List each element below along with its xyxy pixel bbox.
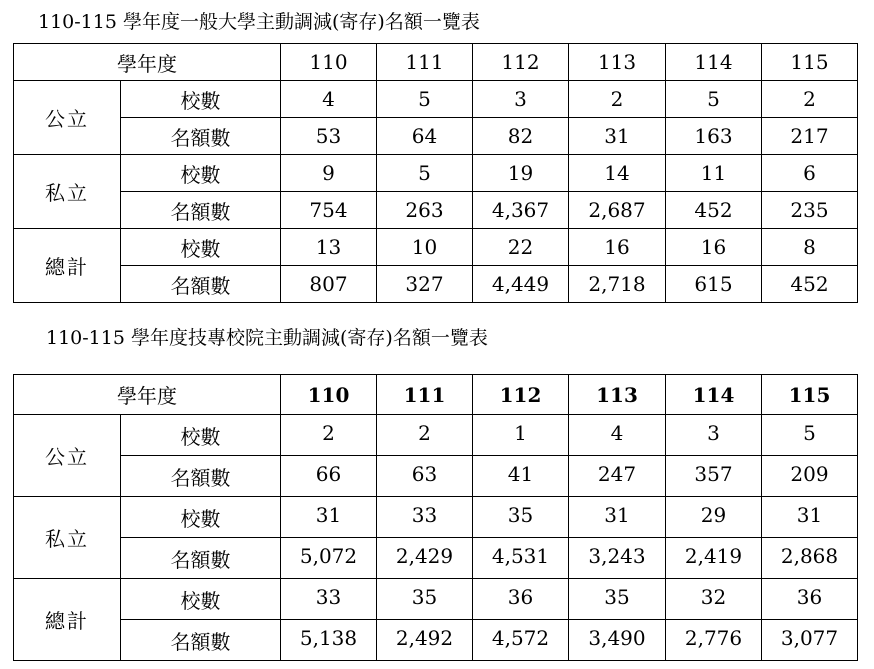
table-cell: 2 — [569, 81, 666, 118]
table-cell: 82 — [473, 118, 569, 155]
table-cell: 4,572 — [473, 620, 569, 661]
table-cell: 53 — [281, 118, 377, 155]
table-cell: 4,531 — [473, 538, 569, 579]
header-row — [14, 375, 858, 415]
quota-table-technical-colleges — [13, 374, 858, 661]
table-cell: 2 — [762, 81, 858, 118]
table-cell: 247 — [569, 456, 666, 497]
table-cell: 209 — [762, 456, 858, 497]
table-cell: 8 — [762, 229, 858, 266]
year-header: 114 — [666, 375, 762, 415]
table-cell: 263 — [377, 192, 473, 229]
table-cell: 1 — [473, 415, 569, 456]
table-cell: 3 — [666, 415, 762, 456]
group-label: 私立 — [14, 497, 121, 579]
table-cell: 163 — [666, 118, 762, 155]
table-cell: 5,138 — [281, 620, 377, 661]
table-cell: 615 — [666, 266, 762, 303]
table-cell: 2,419 — [666, 538, 762, 579]
table-cell: 29 — [666, 497, 762, 538]
year-header: 112 — [473, 44, 569, 81]
row-label: 名額數 — [121, 118, 281, 155]
table-cell: 5,072 — [281, 538, 377, 579]
row-label: 名額數 — [121, 266, 281, 303]
table-cell: 2,718 — [569, 266, 666, 303]
row-label: 名額數 — [121, 620, 281, 661]
year-header: 115 — [762, 375, 858, 415]
table-row — [14, 579, 858, 620]
table-cell: 2,492 — [377, 620, 473, 661]
group-label: 公立 — [14, 415, 121, 497]
row-label: 名額數 — [121, 456, 281, 497]
table-row — [14, 266, 858, 303]
table-cell: 3,077 — [762, 620, 858, 661]
table-cell: 14 — [569, 155, 666, 192]
table-cell: 35 — [569, 579, 666, 620]
table-cell: 41 — [473, 456, 569, 497]
group-label: 總計 — [14, 579, 121, 661]
table-cell: 2,776 — [666, 620, 762, 661]
table-row — [14, 192, 858, 229]
table-cell: 4 — [569, 415, 666, 456]
year-header: 112 — [473, 375, 569, 415]
row-label: 校數 — [121, 81, 281, 118]
row-label: 校數 — [121, 229, 281, 266]
table-cell: 2,429 — [377, 538, 473, 579]
row-label: 名額數 — [121, 192, 281, 229]
group-label: 總計 — [14, 229, 121, 303]
table-cell: 31 — [281, 497, 377, 538]
year-header: 113 — [569, 375, 666, 415]
table-cell: 452 — [762, 266, 858, 303]
table-cell: 35 — [377, 579, 473, 620]
table-cell: 5 — [666, 81, 762, 118]
table-cell: 327 — [377, 266, 473, 303]
table-cell: 31 — [569, 497, 666, 538]
table-cell: 6 — [762, 155, 858, 192]
table-row — [14, 229, 858, 266]
year-header: 113 — [569, 44, 666, 81]
header-label: 學年度 — [14, 44, 281, 81]
table-title-universities: 110-115 學年度一般大學主動調減(寄存)名額一覽表 — [38, 11, 480, 33]
row-label: 校數 — [121, 579, 281, 620]
year-header: 115 — [762, 44, 858, 81]
table-cell: 19 — [473, 155, 569, 192]
table-cell: 4 — [281, 81, 377, 118]
table-cell: 33 — [281, 579, 377, 620]
table-cell: 5 — [377, 155, 473, 192]
row-label: 校數 — [121, 155, 281, 192]
header-label: 學年度 — [14, 375, 281, 415]
year-header: 110 — [281, 44, 377, 81]
table-cell: 31 — [762, 497, 858, 538]
group-label: 公立 — [14, 81, 121, 155]
table-title-technical-colleges: 110-115 學年度技專校院主動調減(寄存)名額一覽表 — [46, 327, 488, 349]
table-cell: 2,687 — [569, 192, 666, 229]
table-cell: 4,367 — [473, 192, 569, 229]
table-cell: 11 — [666, 155, 762, 192]
table-cell: 452 — [666, 192, 762, 229]
table-row — [14, 538, 858, 579]
table-cell: 10 — [377, 229, 473, 266]
table-cell: 3,243 — [569, 538, 666, 579]
table-cell: 3,490 — [569, 620, 666, 661]
table-cell: 13 — [281, 229, 377, 266]
table-cell: 16 — [569, 229, 666, 266]
table-row — [14, 456, 858, 497]
table-cell: 36 — [473, 579, 569, 620]
group-label: 私立 — [14, 155, 121, 229]
table-cell: 36 — [762, 579, 858, 620]
row-label: 校數 — [121, 497, 281, 538]
table-cell: 63 — [377, 456, 473, 497]
table-cell: 2,868 — [762, 538, 858, 579]
table-cell: 5 — [377, 81, 473, 118]
table-cell: 33 — [377, 497, 473, 538]
table-cell: 754 — [281, 192, 377, 229]
year-header: 111 — [377, 375, 473, 415]
table-cell: 217 — [762, 118, 858, 155]
table-cell: 3 — [473, 81, 569, 118]
quota-table-universities — [13, 43, 858, 303]
row-label: 名額數 — [121, 538, 281, 579]
table-row — [14, 620, 858, 661]
table-cell: 35 — [473, 497, 569, 538]
table-cell: 235 — [762, 192, 858, 229]
table-row — [14, 415, 858, 456]
table-cell: 357 — [666, 456, 762, 497]
table-row — [14, 118, 858, 155]
table-cell: 22 — [473, 229, 569, 266]
table-cell: 66 — [281, 456, 377, 497]
table-cell: 32 — [666, 579, 762, 620]
year-header: 110 — [281, 375, 377, 415]
table-cell: 2 — [281, 415, 377, 456]
table-cell: 4,449 — [473, 266, 569, 303]
row-label: 校數 — [121, 415, 281, 456]
table-cell: 2 — [377, 415, 473, 456]
table-cell: 31 — [569, 118, 666, 155]
table-cell: 807 — [281, 266, 377, 303]
table-cell: 64 — [377, 118, 473, 155]
table-cell: 5 — [762, 415, 858, 456]
header-row — [14, 44, 858, 81]
table-row — [14, 497, 858, 538]
year-header: 114 — [666, 44, 762, 81]
year-header: 111 — [377, 44, 473, 81]
table-cell: 9 — [281, 155, 377, 192]
table-row — [14, 81, 858, 118]
table-cell: 16 — [666, 229, 762, 266]
table-row — [14, 155, 858, 192]
